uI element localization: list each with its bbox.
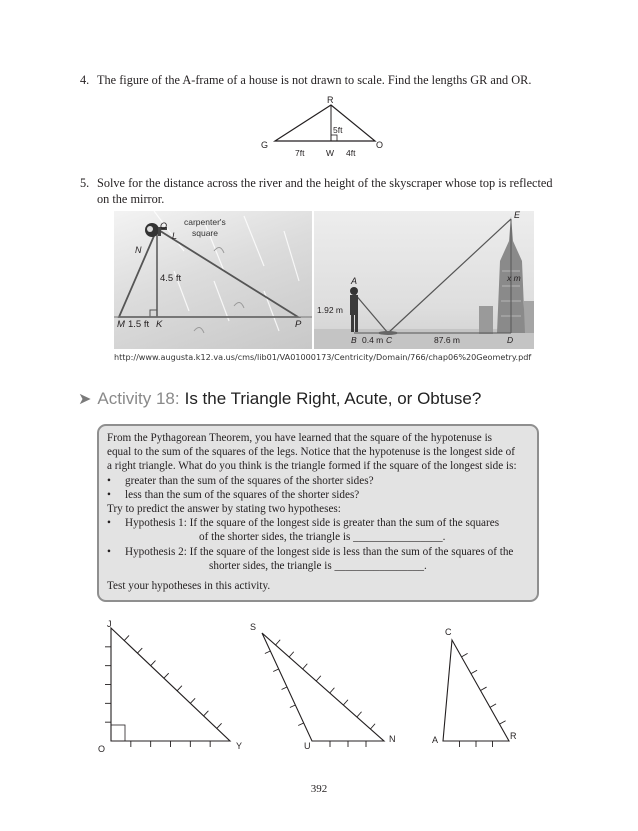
label-w: W xyxy=(326,148,335,158)
hypothesis-2-line-2: shorter sides, the triangle is ________________. xyxy=(209,559,427,572)
problem-5-text-line2: on the mirror. xyxy=(97,192,165,206)
label-o-vertex: O xyxy=(98,744,106,754)
ruler-tick xyxy=(290,705,295,708)
problem-4 xyxy=(80,72,532,88)
ruler-tick xyxy=(217,723,222,728)
right-label-d: D xyxy=(507,335,514,345)
ruler-ticks xyxy=(105,635,506,747)
triangle-joy xyxy=(111,628,230,741)
a-frame-figure xyxy=(255,94,390,162)
ruler-tick xyxy=(462,653,468,656)
box-intro-3: a right triangle. What do you think is the triangle formed if the square of the longest side is: xyxy=(107,460,517,473)
label-left-length: 7ft xyxy=(295,148,305,158)
left-label-o: O xyxy=(160,221,168,231)
problem-4-text: The figure of the A-frame of a house is not drawn to scale. Find the lengths GR and OR. xyxy=(97,73,532,87)
box-test: Test your hypotheses in this activity. xyxy=(107,580,271,593)
label-s: S xyxy=(250,622,257,632)
left-label-carpenter2: square xyxy=(192,228,218,238)
right-label-x: x m xyxy=(507,273,521,283)
activity-prefix: Activity 18: xyxy=(97,389,180,408)
ruler-tick xyxy=(282,687,287,690)
problem-4-number: 4. xyxy=(80,73,90,87)
skyscraper-diagram xyxy=(314,211,534,349)
right-label-a: A xyxy=(351,276,358,286)
box-predict: Try to predict the answer by stating two hypotheses: xyxy=(107,503,341,516)
triangle-sun xyxy=(262,633,384,741)
label-r: R xyxy=(327,95,334,105)
skyscraper-photo xyxy=(314,211,534,349)
left-label-carpenter1: carpenter's xyxy=(184,217,226,227)
hypothesis-1: • Hypothesis 1: If the square of the longest side is greater than the sum of the squares xyxy=(107,517,500,530)
label-height: 5ft xyxy=(333,125,343,135)
left-label-base: 1.5 ft xyxy=(128,319,150,330)
problem-5-text-line1: Solve for the distance across the river and the height of the skyscraper whose top is reflected xyxy=(97,176,553,190)
hypothesis-box xyxy=(97,424,539,602)
label-right-length: 4ft xyxy=(346,148,356,158)
a-frame-triangle xyxy=(275,105,375,141)
label-j: J xyxy=(107,619,112,629)
label-r-vertex: R xyxy=(510,731,517,741)
ruler-tick xyxy=(298,723,303,726)
box-intro-2: equal to the sum of the squares of the legs. Notice that the hypotenuse is the longest side of xyxy=(107,446,515,459)
right-label-bc: 0.4 m xyxy=(362,335,384,345)
left-label-l: L xyxy=(172,231,178,241)
page-number: 392 xyxy=(310,783,328,795)
right-angle-mark-joy xyxy=(111,725,125,741)
right-angle-mark xyxy=(331,135,337,141)
label-y: Y xyxy=(236,741,243,751)
triangle-car xyxy=(443,640,509,741)
box-intro-1: From the Pythagorean Theorem, you have learned that the square of the hypotenuse is xyxy=(107,432,493,444)
ruler-tick xyxy=(289,652,294,657)
ruler-tick xyxy=(273,669,278,672)
bullet-2: • less than the sum of the squares of the shorter sides? xyxy=(107,488,360,501)
left-label-k: K xyxy=(156,319,163,330)
right-label-e: E xyxy=(514,211,521,220)
bullet-1: • greater than the sum of the squares of the shorter sides? xyxy=(107,474,374,487)
right-label-cd: 87.6 m xyxy=(434,335,460,345)
ruler-tick xyxy=(370,724,375,729)
triangles-figure xyxy=(90,615,550,765)
ruler-tick xyxy=(316,676,321,681)
hypothesis-1-line-2: of the shorter sides, the triangle is ________________. xyxy=(199,531,446,544)
activity-title: Is the Triangle Right, Acute, or Obtuse? xyxy=(184,389,482,408)
ruler-tick xyxy=(471,670,477,673)
label-o: O xyxy=(376,140,384,150)
ruler-tick xyxy=(357,712,362,717)
right-label-height: 1.92 m xyxy=(317,305,343,315)
ruler-tick xyxy=(190,698,195,703)
ruler-tick xyxy=(330,688,335,693)
hypothesis-2: • Hypothesis 2: If the square of the longest side is less than the sum of the squares of the xyxy=(107,545,514,558)
ruler-tick xyxy=(303,664,308,669)
label-a-vertex: A xyxy=(432,735,439,745)
ruler-tick xyxy=(177,686,182,691)
label-g: G xyxy=(261,140,269,150)
ruler-tick xyxy=(124,635,129,640)
right-label-b: B xyxy=(351,335,357,345)
ruler-tick xyxy=(204,711,209,716)
left-label-m: M xyxy=(117,319,125,330)
left-label-height: 4.5 ft xyxy=(160,273,182,284)
arrow-icon: ➤ xyxy=(78,391,92,408)
carpenter-square-photo xyxy=(114,211,312,349)
ruler-tick xyxy=(265,651,270,654)
label-n-vertex: N xyxy=(389,734,396,744)
ruler-tick xyxy=(137,648,142,653)
left-label-n: N xyxy=(135,245,142,255)
ruler-tick xyxy=(500,721,506,724)
problem-5-number: 5. xyxy=(80,176,90,190)
left-label-p: P xyxy=(295,319,302,330)
activity-heading xyxy=(78,389,481,409)
label-u: U xyxy=(304,741,311,751)
ruler-tick xyxy=(164,673,169,678)
ruler-tick xyxy=(343,700,348,705)
label-c-vertex: C xyxy=(445,627,452,637)
right-label-c: C xyxy=(386,335,393,345)
ruler-tick xyxy=(481,687,487,690)
ruler-tick xyxy=(490,704,496,707)
source-url: http://www.augusta.k12.va.us/cms/lib01/VA01000173/Centricity/Domain/766/chap06%20Geometry.pdf xyxy=(114,352,532,362)
problem-5 xyxy=(80,175,553,206)
ruler-tick xyxy=(151,661,156,666)
ruler-tick xyxy=(276,640,281,645)
